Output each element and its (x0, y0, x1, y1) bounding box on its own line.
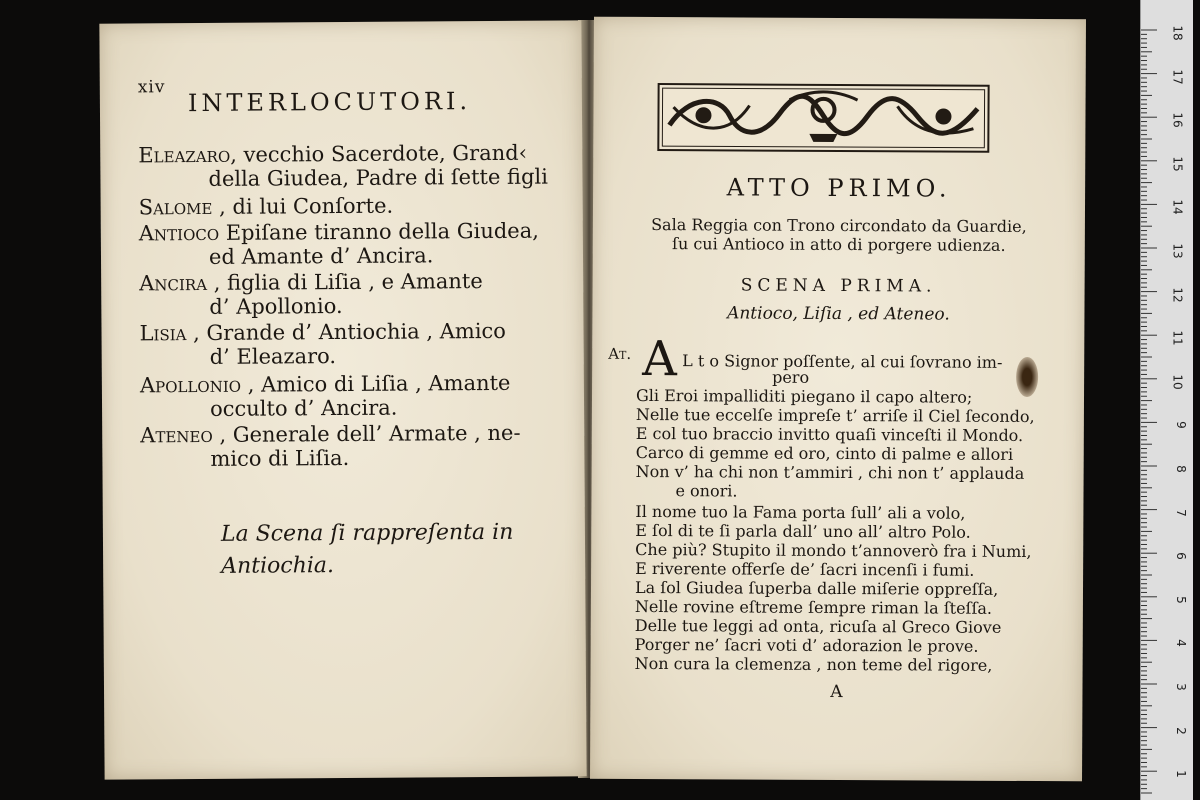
character-entry (139, 219, 539, 270)
stage-setting-line: Sala Reggia con Trono circondato da Guardie, (651, 215, 1027, 236)
page-folio: xiv (137, 77, 166, 98)
ruler-number: 12 (1170, 286, 1185, 303)
character-desc: , Amico di Liſia , Amante (240, 370, 511, 397)
scene-characters: Antioco, Liſia , ed Ateneo. (727, 303, 950, 325)
character-name: Ateneo (140, 422, 213, 448)
character-desc: Epiſane tiranno della Giudea, (219, 218, 539, 245)
right-page (590, 17, 1086, 782)
act-title: ATTO PRIMO. (726, 173, 952, 203)
character-desc: , di lui Conſorte. (212, 193, 394, 219)
character-name: Eleazaro (138, 142, 231, 168)
verse-line: pero (772, 367, 810, 387)
ruler-number: 3 (1174, 683, 1189, 691)
verse-line: Delle tue leggi ad onta, ricuſa al Greco Giove (634, 615, 1002, 637)
character-desc-cont: ed Amante d’ Ancira. (208, 243, 434, 269)
character-name: Ancira (139, 270, 208, 296)
character-entry (140, 371, 511, 422)
verse-line: Gli Eroi impalliditi piegano il capo altero; (635, 385, 973, 407)
character-desc-cont: occulto d’ Ancira. (209, 395, 398, 421)
character-name: Lisia (139, 321, 187, 346)
verse-line: Il nome tuo la Fama porta ſull’ ali a volo, (635, 501, 966, 523)
verse-line: Che più? Stupito il mondo t’annoverò fra i Numi, (635, 539, 1032, 562)
ornamental-headpiece (657, 83, 989, 153)
character-desc-cont: mico di Liſia. (210, 445, 350, 471)
verse-line: L t o Signor poſſente, al cui ſovrano im- (682, 351, 1003, 372)
verse-line: E col tuo braccio invitto quaſi vinceſti il Mondo. (635, 423, 1024, 445)
character-desc: , Generale dell’ Armate , ne- (212, 420, 521, 447)
signature-mark: A (830, 681, 843, 703)
verse-line: Porger ne’ ſacri voti d’ adorazion le prove. (634, 634, 979, 656)
dramatis-personae-heading: INTERLOCUTORI. (187, 87, 472, 118)
verse-line: Carco di gemme ed oro, cinto di palme e allori (635, 442, 1014, 464)
character-name: Antioco (138, 220, 220, 246)
character-desc-cont: della Giudea, Padre di ſette figli (208, 164, 548, 191)
ruler-ticks (1141, 0, 1193, 800)
character-desc-cont: d’ Eleazaro. (209, 344, 337, 369)
headpiece-scroll-icon (659, 85, 987, 151)
ruler-number: 2 (1174, 726, 1189, 735)
speaker-label: At. (608, 344, 632, 363)
verse-line: Non v’ ha chi non t’ammiri , chi non t’ applauda (635, 461, 1025, 483)
ink-stain (1016, 357, 1038, 397)
character-name: Salome (138, 194, 213, 220)
ruler-number: 14 (1170, 199, 1185, 216)
character-entry (139, 269, 483, 319)
ruler-number: 5 (1174, 595, 1189, 604)
character-desc-cont: d’ Apollonio. (209, 294, 343, 319)
character-entry (138, 141, 548, 192)
ruler-number: 1 (1174, 770, 1189, 779)
stage-setting-line: ſu cui Antioco in atto di porgere udienza. (672, 234, 1006, 255)
verse-line: Nelle rovine eſtreme ſempre riman la ſteſſa. (634, 596, 993, 618)
measurement-ruler (1140, 0, 1193, 800)
verse-line: e onori. (675, 481, 738, 501)
character-entry (139, 194, 394, 220)
scene-location-note: La Scena ſi rappreſenta in Antiochia. (220, 519, 514, 579)
ruler-number: 13 (1170, 243, 1185, 259)
verse-line: E ſol di te ſi parla dall’ uno all’ altro Polo. (635, 520, 971, 542)
ruler-number: 11 (1170, 330, 1185, 346)
ruler-number: 15 (1170, 156, 1185, 172)
character-entry (139, 319, 506, 370)
scene-title: SCENA PRIMA. (740, 275, 937, 297)
verse-line: La ſol Giudea ſuperba dalle miſerie oppreſſa, (634, 577, 999, 599)
character-desc: , figlia di Liſia , e Amante (206, 269, 483, 295)
ruler-number: 16 (1170, 112, 1185, 128)
ruler-number: 8 (1174, 465, 1189, 473)
verse-line: Non cura la clemenza , non teme del rigore, (634, 653, 993, 675)
character-entry (140, 421, 521, 472)
ruler-number: 4 (1174, 639, 1189, 648)
character-desc: , Grande d’ Antiochia , Amico (186, 318, 506, 346)
verse-line: Nelle tue eccelſe impreſe t’ arriſe il Ciel ſecondo, (635, 404, 1035, 427)
ruler-number: 6 (1174, 552, 1189, 561)
ruler-number: 18 (1170, 25, 1185, 41)
character-name: Apollonio (139, 372, 242, 398)
ruler-number: 9 (1174, 421, 1189, 430)
ruler-number: 7 (1174, 508, 1189, 517)
drop-cap: A (642, 330, 678, 388)
ruler-number: 10 (1170, 374, 1185, 390)
left-page (99, 20, 586, 779)
character-desc: , vecchio Sacerdote, Grand‹ (230, 140, 528, 167)
ruler-number: 17 (1170, 68, 1185, 85)
verse-line: E riverente offerſe de’ ſacri incenſi i fumi. (635, 558, 975, 580)
